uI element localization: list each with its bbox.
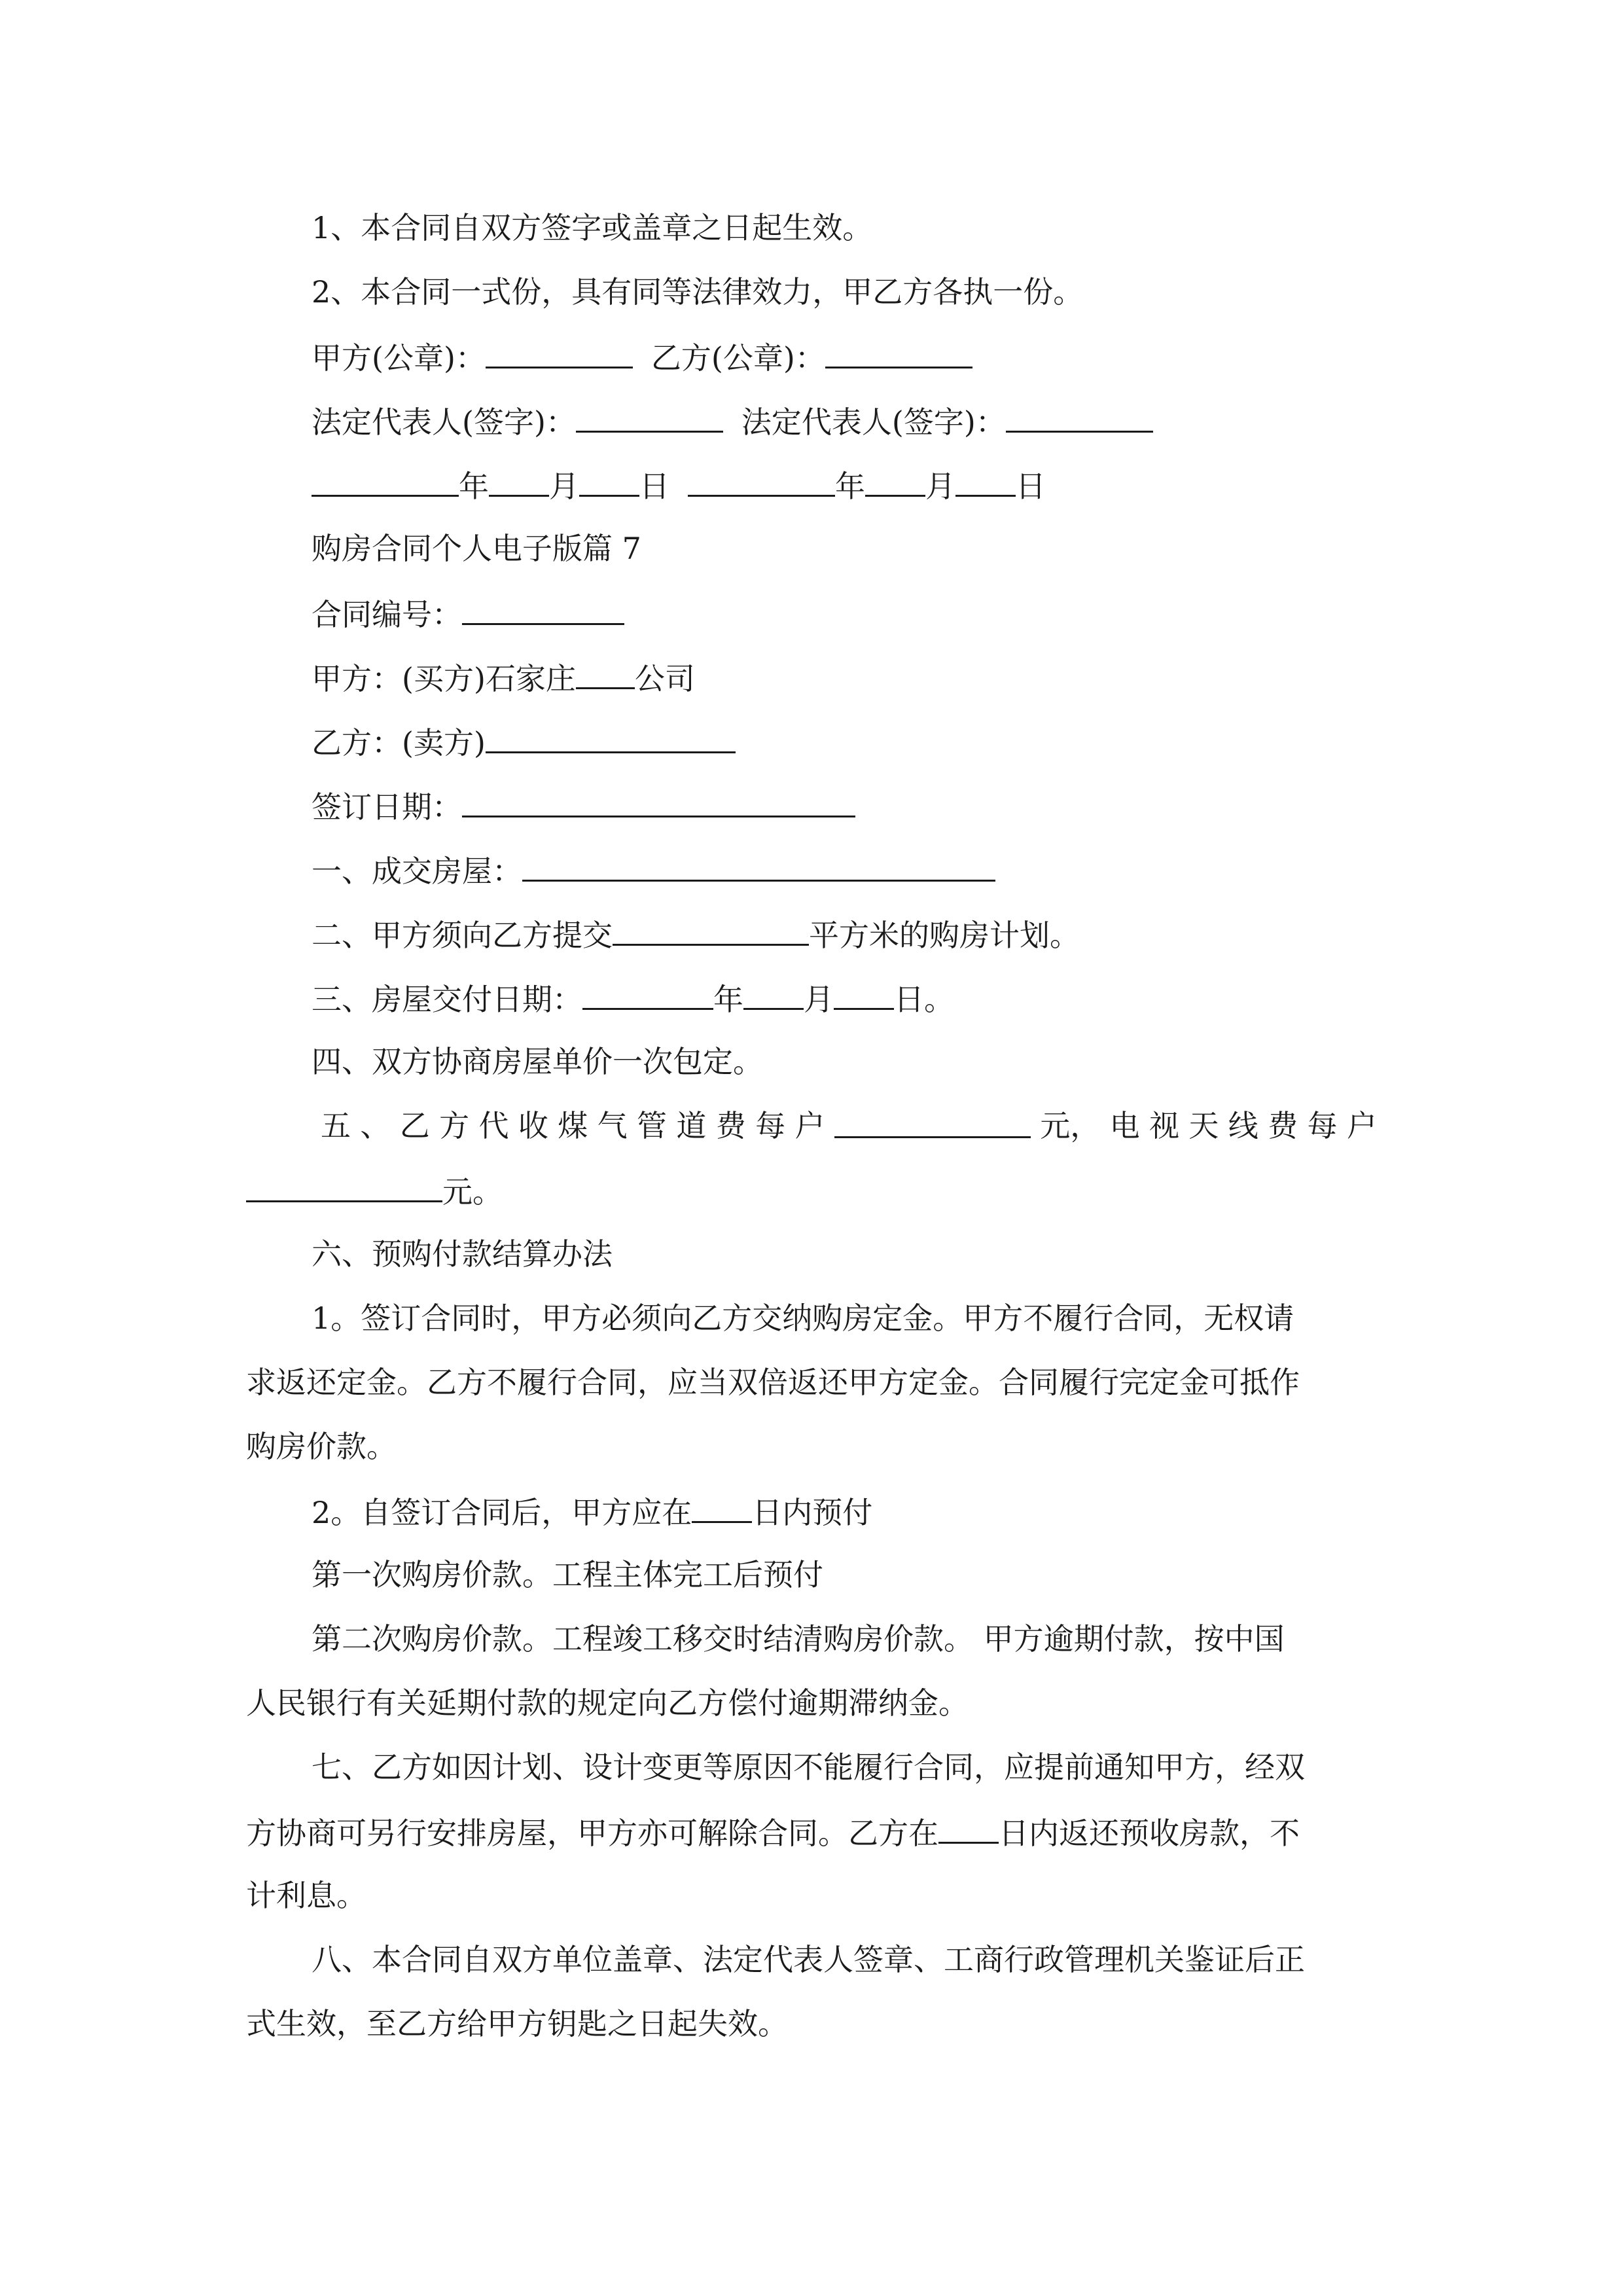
delivery-year-label: 年 [713,982,743,1017]
clause-5-char: 乙 [399,1108,430,1143]
day-label: 日 [639,469,669,504]
payment-1-line-2: 求返还定金。乙方不履行合同，应当双倍返还甲方定金。合同履行完定金可抵作 [246,1365,1300,1400]
buyer-suffix: 公司 [634,661,695,696]
sign-date-blank [462,785,855,817]
clause-2 [312,914,1623,955]
clause-5-char: 每 [1307,1108,1338,1143]
payment-1-line-1: 1。签订合同时，甲方必须向乙方交纳购房定金。甲方不履行合同，无权请 [312,1300,1294,1336]
month-label-2: 月 [925,469,955,504]
year-blank [312,465,459,497]
delivery-year-blank [582,978,713,1010]
seller-blank [486,721,736,753]
clause-6: 六、预购付款结算办法 [312,1236,613,1272]
tv-fee-blank [246,1170,442,1202]
buyer-line [312,657,1623,698]
month-label: 月 [549,469,579,504]
contract-number-line [312,593,1623,634]
payment-3: 第一次购房价款。工程主体完工后预付 [312,1557,823,1592]
area-blank [613,914,809,946]
clause-5-char: 费 [1268,1108,1298,1143]
payment-2-text: 2。自签订合同后，甲方应在 [312,1495,692,1530]
clause-5-char: 费 [715,1108,746,1143]
payment-4-line-2: 人民银行有关延期付款的规定向乙方偿付逾期滞纳金。 [246,1685,969,1721]
clause-1-label: 一、成交房屋： [312,853,522,889]
seal-line [312,336,1623,378]
clause-3 [312,978,1623,1019]
seller-label: 乙方：(卖方) [312,725,486,761]
clause-5-char: 天 [1188,1108,1219,1143]
payment-1-line-3: 购房价款。 [246,1429,397,1464]
payment-2 [312,1491,1623,1532]
clause-5-char: 电 [1109,1108,1140,1143]
clause-5-char: 户 [1346,1108,1377,1143]
rep-b-blank [1006,401,1153,433]
payment-days-blank [692,1491,752,1523]
clause-7-text: 方协商可另行安排房屋，甲方亦可解除合同。乙方在 [246,1816,938,1851]
clause-7-suffix: 日内返还预收房款，不 [999,1816,1300,1851]
clause-5-yuan: 元， [1040,1108,1101,1143]
clause-5-char: 户 [794,1108,825,1143]
sign-date-label: 签订日期： [312,789,462,825]
year-label-2: 年 [835,469,865,504]
buyer-blank [576,657,635,689]
refund-days-blank [938,1812,999,1844]
party-b-seal-label: 乙方(公章)： [651,340,825,376]
clause-5-char: 收 [518,1108,548,1143]
section-title: 购房合同个人电子版篇 7 [312,531,641,566]
clause-5-char: 道 [676,1108,707,1143]
day-label-2: 日 [1016,469,1046,504]
clause-2-text: 二、甲方须向乙方提交 [312,918,613,953]
rep-b-label: 法定代表人(签字)： [741,404,1006,440]
sign-date-line [312,785,1623,827]
delivery-month-blank [743,978,804,1010]
buyer-label: 甲方：(买方)石家庄 [312,661,576,696]
clause-5-char: 线 [1228,1108,1258,1143]
clause-5-char: 每 [755,1108,786,1143]
clause-5-char: 代 [478,1108,509,1143]
delivery-day-blank [834,978,894,1010]
clause-8-line-2: 式生效，至乙方给甲方钥匙之日起失效。 [246,2006,788,2041]
day-blank [579,465,639,497]
rep-a-label: 法定代表人(签字)： [312,404,576,440]
party-b-seal-blank [825,336,972,368]
clause-5-char: 煤 [558,1108,588,1143]
seller-line [312,721,1623,762]
clause-7-line-1: 七、乙方如因计划、设计变更等原因不能履行合同，应提前通知甲方，经双 [312,1749,1305,1785]
clause-7-line-3: 计利息。 [246,1878,366,1913]
contract-number-label: 合同编号： [312,597,462,632]
clause-5-cont [246,1170,1623,1211]
delivery-month-label: 月 [804,982,834,1017]
payment-2-suffix: 日内预付 [752,1495,873,1530]
clause-5 [321,1106,1377,1145]
year-label: 年 [459,469,489,504]
clause-2-suffix: 平方米的购房计划。 [809,918,1080,953]
rep-a-blank [576,401,723,433]
clause-1 [312,850,1623,891]
clause-5-char: 气 [597,1108,628,1143]
year-blank-2 [688,465,835,497]
house-blank [522,850,995,882]
contract-number-blank [462,593,624,625]
date-line [312,465,1623,506]
clause-8-line-1: 八、本合同自双方单位盖章、法定代表人签章、工商行政管理机关鉴证后正 [312,1942,1305,1977]
clause-3-label: 三、房屋交付日期： [312,982,582,1017]
month-blank [489,465,549,497]
representative-line [312,401,1623,442]
clause-5-char: 五 [321,1108,351,1143]
clause-4: 四、双方协商房屋单价一次包定。 [312,1044,763,1079]
payment-4-line-1: 第二次购房价款。工程竣工移交时结清购房价款。 甲方逾期付款，按中国 [312,1621,1285,1657]
clause-5-char: 视 [1149,1108,1179,1143]
clause-7-line-2 [246,1812,1623,1853]
clause-5-end: 元。 [442,1174,503,1210]
day-blank-2 [955,465,1016,497]
clause-5-char: 方 [439,1108,470,1143]
party-a-seal-label: 甲方(公章)： [312,340,486,376]
clause-5-char: 管 [637,1108,667,1143]
clause-effective: 1、本合同自双方签字或盖章之日起生效。 [312,210,873,245]
delivery-day-label: 日。 [894,982,954,1017]
month-blank-2 [865,465,925,497]
gas-fee-blank [834,1106,1031,1138]
clause-copies: 2、本合同一式份，具有同等法律效力，甲乙方各执一份。 [312,274,1084,310]
clause-5-char: 、 [360,1108,391,1143]
party-a-seal-blank [486,336,633,368]
